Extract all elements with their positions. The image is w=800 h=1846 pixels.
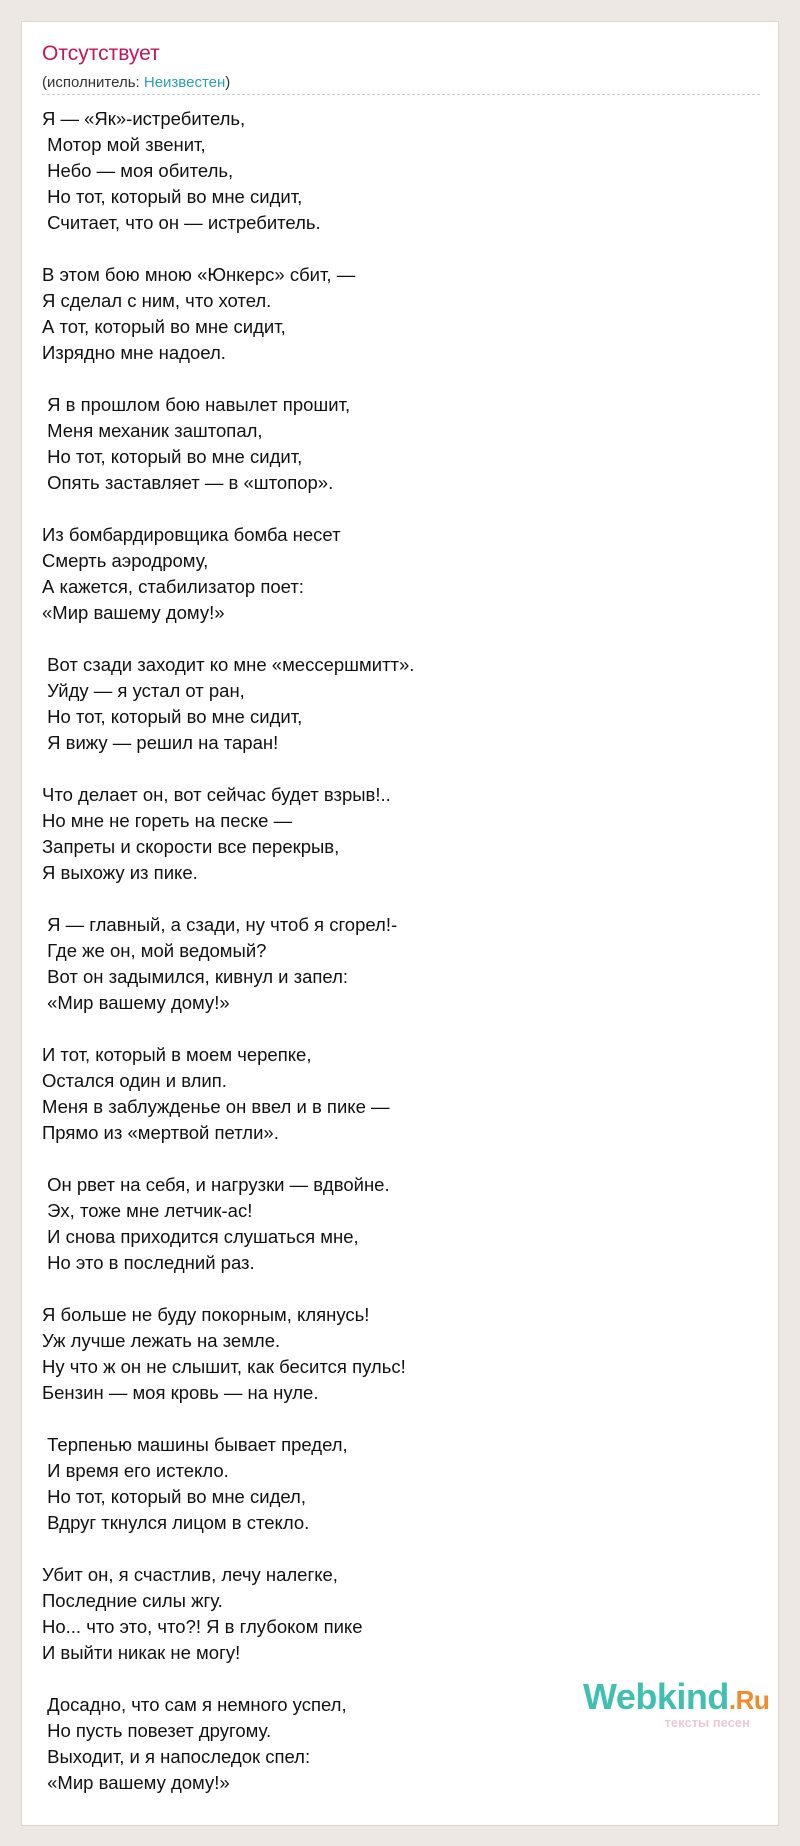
lyrics-text: Я — «Як»-истребитель, Мотор мой звенит, Небо — моя обитель, Но тот, который во мне сидит, Считает, что он — истребитель. В этом бою мною «Юнкерс» сбит, — Я сделал с ним, что хотел. А тот, который во мне сидит, Изрядно мне надоел. Я в прошлом бою навылет прошит, Меня механик заштопал, Но тот, который во мне сидит, Опять заставляет — в «штопор». Из бомбардировщика бомба несет Смерть аэродрому, А кажется, стабилизатор поет: «Мир вашему дому!» Вот сзади заходит ко мне «мессершмитт». Уйду — я устал от ран, Но тот, который во мне сидит, Я вижу — решил на таран! Что делает он, вот сейчас будет взрыв!.. Но мне не гореть на песке — Запреты и скорости все перекрыв, Я выхожу из пике. Я — главный, а сзади, ну чтоб я сгорел!- Где же он, мой ведомый? Вот он задымился, кивнул и запел: «Мир вашему дому!» И тот, который в моем черепке, Остался один и влип. Меня в заблужденье он ввел и в пике — Прямо из «мертвой петли». Он рвет на себя, и нагрузки — вдвойне. Эх, тоже мне летчик-ас! И снова приходится слушаться мне, Но это в последний раз. Я больше не буду покорным, клянусь! Уж лучше лежать на земле. Ну что ж он не слышит, как бесится пульс! Бензин — моя кровь — на нуле. Терпенью машины бывает предел, И время его истекло. Но тот, который во мне сидел, Вдруг ткнулся лицом в стекло. Убит он, я счастлив, лечу налегке, Последние силы жгу. Но... что это, что?! Я в глубоком пике И выйти никак не могу! Досадно, что сам я немного успел, Но пусть повезет другому. Выходит, и я напоследок спел: «Мир вашему дому!»	[42, 108, 415, 1793]
logo-name: Webkind	[583, 1676, 729, 1717]
artist-line	[42, 74, 230, 91]
artist-suffix: )	[225, 74, 231, 91]
logo-tagline: тексты песен	[664, 1715, 750, 1730]
artist-prefix: (исполнитель:	[42, 74, 144, 91]
logo-wordmark	[583, 1677, 769, 1720]
song-title: Отсутствует	[42, 42, 160, 65]
artist-link[interactable]: Неизвестен	[143, 74, 226, 91]
site-logo[interactable]	[583, 1677, 768, 1747]
divider	[42, 94, 760, 95]
lyrics-card	[21, 21, 779, 1826]
logo-domain: .Ru	[728, 1685, 770, 1715]
